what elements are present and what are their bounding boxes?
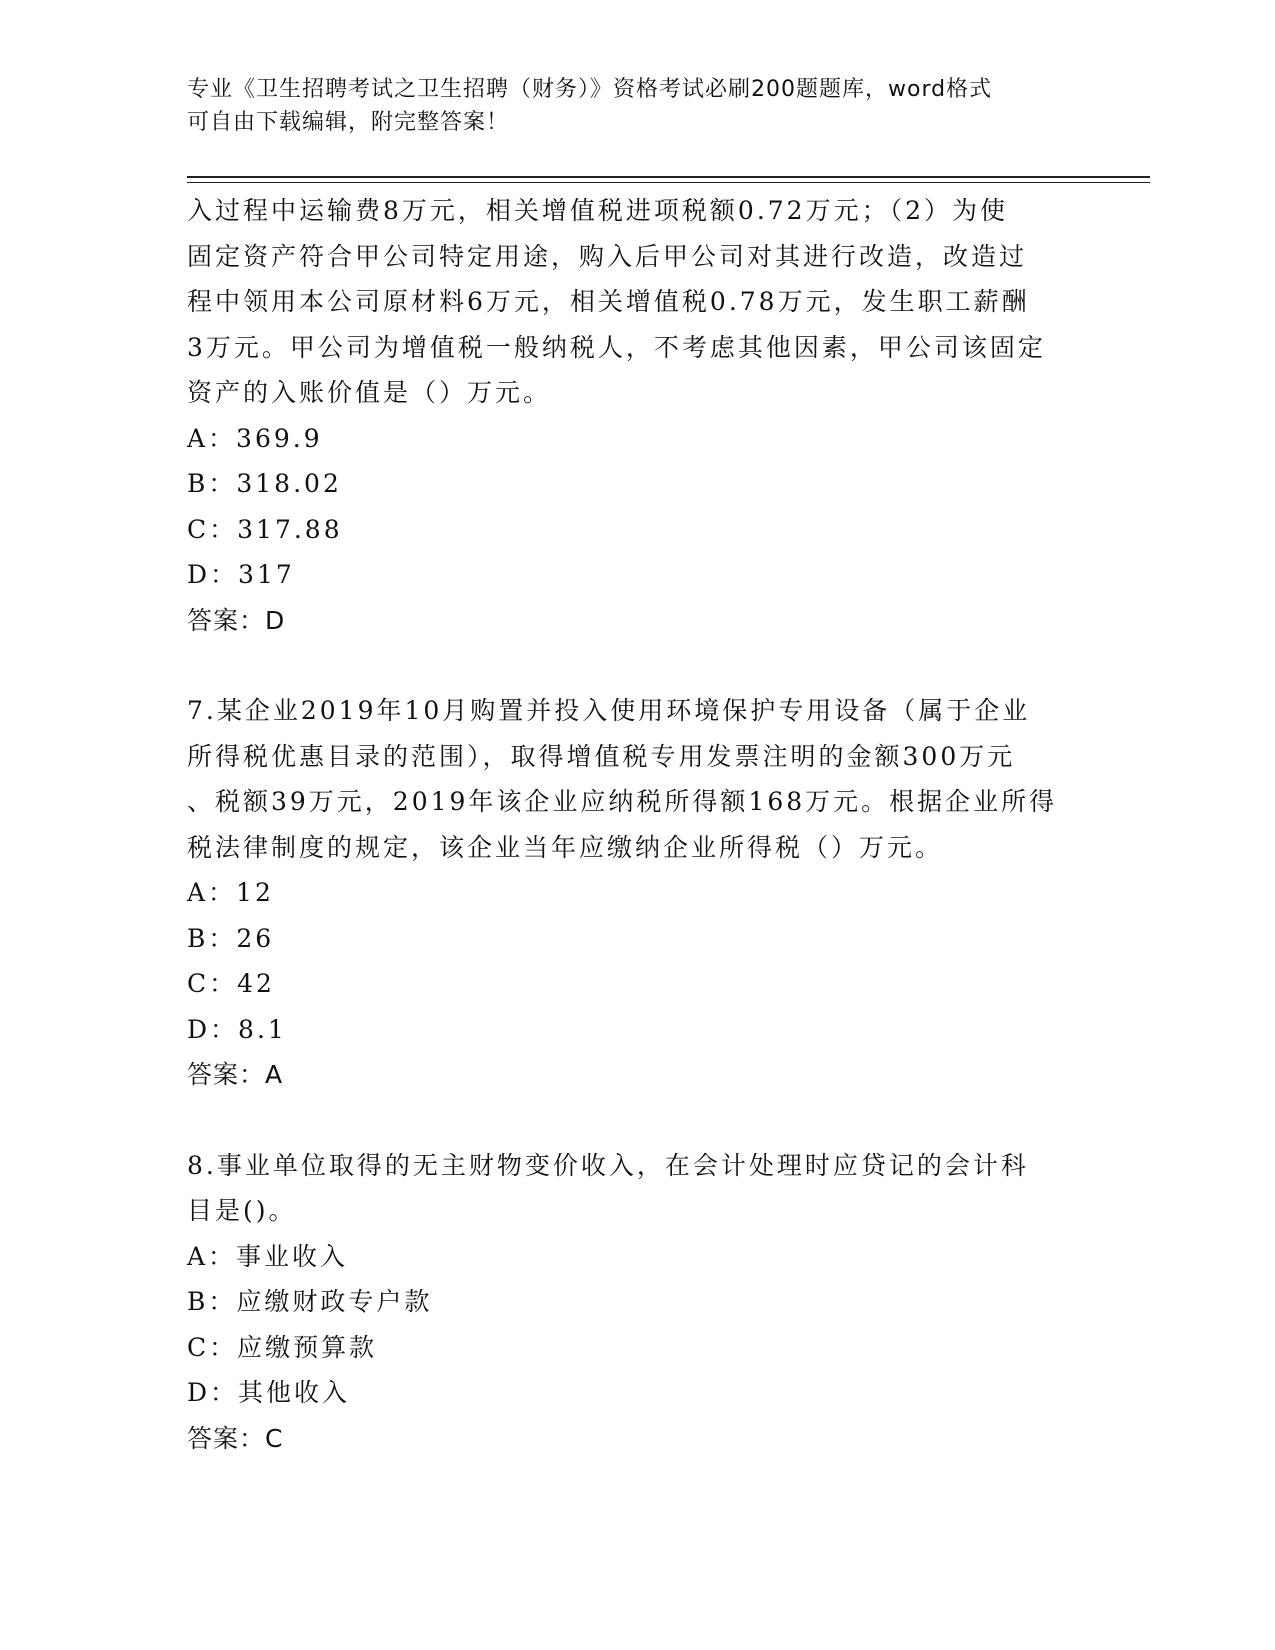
question-text-line: 资产的入账价值是（）万元。 xyxy=(187,378,552,407)
option-c: C：317.88 xyxy=(187,514,343,544)
question-text-line: 目是()。 xyxy=(187,1196,297,1225)
option-d: D：317 xyxy=(187,560,295,589)
answer-label: 答案：C xyxy=(187,1423,284,1453)
question-text-line: 7.某企业2019年10月购置并投入使用环境保护专用设备（属于企业 xyxy=(187,696,1031,725)
spacer xyxy=(187,643,1087,688)
question-text-line: 、税额39万元，2019年该企业应纳税所得额168万元。根据企业所得 xyxy=(187,787,1058,816)
option-b: B：26 xyxy=(187,923,275,953)
answer-label: 答案：A xyxy=(187,1060,284,1089)
option-d: D：8.1 xyxy=(187,1014,287,1044)
option-b: B：应缴财政专户款 xyxy=(187,1287,433,1316)
option-d: D：其他收入 xyxy=(187,1378,351,1407)
question-text-line: 所得税优惠目录的范围），取得增值税专用发票注明的金额300万元 xyxy=(187,741,1016,771)
question-text-line: 3万元。甲公司为增值税一般纳税人，不考虑其他因素，甲公司该固定 xyxy=(187,332,1046,362)
header-title-line-2: 可自由下载编辑，附完整答案！ xyxy=(187,110,510,135)
question-block xyxy=(187,1143,1087,1462)
question-text-line: 入过程中运输费8万元，相关增值税进项税额0.72万元；（2）为使 xyxy=(187,196,1008,225)
question-text-line: 程中领用本公司原材料6万元，相关增值税0.78万元，发生职工薪酬 xyxy=(187,287,1030,316)
header-divider-thick xyxy=(187,176,1150,178)
question-block xyxy=(187,688,1087,1098)
question-text-line: 8.事业单位取得的无主财物变价收入，在会计处理时应贷记的会计科 xyxy=(187,1150,1029,1180)
answer-label: 答案：D xyxy=(187,605,286,635)
option-a: A：事业收入 xyxy=(187,1241,349,1271)
document-header xyxy=(187,73,1087,139)
option-b: B：318.02 xyxy=(187,469,342,498)
question-text-line: 固定资产符合甲公司特定用途，购入后甲公司对其进行改造，改造过 xyxy=(187,241,1028,271)
option-c: C：应缴预算款 xyxy=(187,1332,378,1362)
header-divider-thin xyxy=(187,182,1150,183)
option-a: A：369.9 xyxy=(187,423,323,453)
option-c: C：42 xyxy=(187,969,275,998)
question-text-line: 税法律制度的规定，该企业当年应缴纳企业所得税（）万元。 xyxy=(187,832,944,862)
document-body xyxy=(187,188,1087,1461)
option-a: A：12 xyxy=(187,878,274,907)
spacer xyxy=(187,1098,1087,1143)
header-title-line-1: 专业《卫生招聘考试之卫生招聘（财务）》资格考试必刷200题题库，word格式 xyxy=(187,77,993,102)
question-block xyxy=(187,188,1087,643)
